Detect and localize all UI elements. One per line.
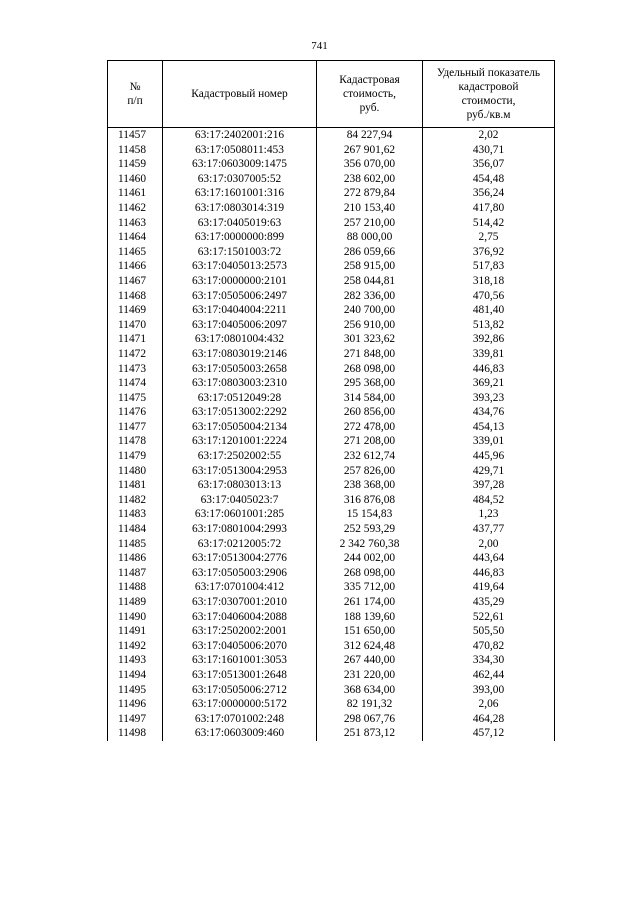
cell-specific-value: 464,28 (423, 712, 555, 727)
table-body (108, 128, 555, 741)
cell-specific-value: 2,00 (423, 537, 555, 552)
cell-cadastral-number: 63:17:0406004:2088 (163, 610, 317, 625)
cell-cadastral-number: 63:17:0513004:2776 (163, 551, 317, 566)
cell-specific-value: 437,77 (423, 522, 555, 537)
cell-specific-value: 446,83 (423, 362, 555, 377)
cell-cadastral-number: 63:17:1501003:72 (163, 245, 317, 260)
cell-cadastral-number: 63:17:0803014:319 (163, 201, 317, 216)
cell-cadastral-value: 268 098,00 (317, 566, 423, 581)
table-row (108, 493, 555, 508)
cell-cadastral-number: 63:17:0601001:285 (163, 507, 317, 522)
cell-cadastral-number: 63:17:0505006:2712 (163, 683, 317, 698)
table-row (108, 376, 555, 391)
cell-cadastral-value: 268 098,00 (317, 362, 423, 377)
cell-row-number: 11459 (108, 157, 163, 172)
cell-row-number: 11479 (108, 449, 163, 464)
cell-row-number: 11475 (108, 391, 163, 406)
cell-row-number: 11468 (108, 289, 163, 304)
cell-row-number: 11465 (108, 245, 163, 260)
cell-row-number: 11472 (108, 347, 163, 362)
cell-specific-value: 513,82 (423, 318, 555, 333)
cell-row-number: 11478 (108, 434, 163, 449)
table-row (108, 318, 555, 333)
cell-cadastral-value: 312 624,48 (317, 639, 423, 654)
table-row (108, 201, 555, 216)
cell-specific-value: 481,40 (423, 303, 555, 318)
table-row (108, 624, 555, 639)
cell-row-number: 11484 (108, 522, 163, 537)
cell-specific-value: 356,07 (423, 157, 555, 172)
table-row (108, 653, 555, 668)
cell-cadastral-value: 82 191,32 (317, 697, 423, 712)
cell-cadastral-number: 63:17:0803019:2146 (163, 347, 317, 362)
cell-cadastral-number: 63:17:2502002:55 (163, 449, 317, 464)
cadastral-value-table (107, 60, 555, 741)
table-row (108, 362, 555, 377)
cell-row-number: 11483 (108, 507, 163, 522)
cell-cadastral-value: 258 044,81 (317, 274, 423, 289)
cell-row-number: 11462 (108, 201, 163, 216)
cell-specific-value: 2,75 (423, 230, 555, 245)
cell-cadastral-number: 63:17:1201001:2224 (163, 434, 317, 449)
table-row (108, 420, 555, 435)
cell-specific-value: 397,28 (423, 478, 555, 493)
cell-row-number: 11476 (108, 405, 163, 420)
cell-cadastral-number: 63:17:0405006:2097 (163, 318, 317, 333)
table-row (108, 464, 555, 479)
cell-row-number: 11471 (108, 332, 163, 347)
cell-specific-value: 429,71 (423, 464, 555, 479)
cell-cadastral-value: 188 139,60 (317, 610, 423, 625)
cell-row-number: 11467 (108, 274, 163, 289)
cell-cadastral-value: 251 873,12 (317, 726, 423, 741)
cell-cadastral-number: 63:17:0508011:453 (163, 143, 317, 158)
cell-specific-value: 2,06 (423, 697, 555, 712)
cell-cadastral-value: 298 067,76 (317, 712, 423, 727)
cell-row-number: 11481 (108, 478, 163, 493)
cell-specific-value: 505,50 (423, 624, 555, 639)
cell-cadastral-number: 63:17:0505003:2658 (163, 362, 317, 377)
table-row (108, 172, 555, 187)
table-row (108, 712, 555, 727)
cell-cadastral-value: 15 154,83 (317, 507, 423, 522)
cell-cadastral-number: 63:17:1601001:3053 (163, 653, 317, 668)
cell-specific-value: 470,56 (423, 289, 555, 304)
cell-row-number: 11491 (108, 624, 163, 639)
table-row (108, 537, 555, 552)
cell-cadastral-number: 63:17:0803003:2310 (163, 376, 317, 391)
cell-cadastral-value: 261 174,00 (317, 595, 423, 610)
cell-specific-value: 484,52 (423, 493, 555, 508)
cell-cadastral-number: 63:17:0405013:2573 (163, 259, 317, 274)
table-row (108, 551, 555, 566)
cell-cadastral-value: 260 856,00 (317, 405, 423, 420)
cell-cadastral-number: 63:17:0505006:2497 (163, 289, 317, 304)
cell-cadastral-value: 316 876,08 (317, 493, 423, 508)
cell-specific-value: 376,92 (423, 245, 555, 260)
header-specific-value: Удельный показатель кадастровой стоимости, руб./кв.м (423, 61, 555, 128)
cell-specific-value: 2,02 (423, 128, 555, 143)
cell-cadastral-value: 272 478,00 (317, 420, 423, 435)
cell-row-number: 11490 (108, 610, 163, 625)
cell-specific-value: 369,21 (423, 376, 555, 391)
cell-cadastral-value: 151 650,00 (317, 624, 423, 639)
cell-cadastral-value: 267 440,00 (317, 653, 423, 668)
cell-row-number: 11457 (108, 128, 163, 143)
table-header (108, 61, 555, 128)
cell-cadastral-value: 238 368,00 (317, 478, 423, 493)
cell-specific-value: 443,64 (423, 551, 555, 566)
cell-cadastral-number: 63:17:0405023:7 (163, 493, 317, 508)
cell-row-number: 11486 (108, 551, 163, 566)
cell-row-number: 11495 (108, 683, 163, 698)
cell-specific-value: 392,86 (423, 332, 555, 347)
cell-cadastral-number: 63:17:0801004:2993 (163, 522, 317, 537)
cell-cadastral-value: 252 593,29 (317, 522, 423, 537)
cell-row-number: 11460 (108, 172, 163, 187)
cell-row-number: 11487 (108, 566, 163, 581)
cell-cadastral-number: 63:17:0307001:2010 (163, 595, 317, 610)
cell-row-number: 11480 (108, 464, 163, 479)
cell-specific-value: 393,00 (423, 683, 555, 698)
cell-specific-value: 446,83 (423, 566, 555, 581)
table-row (108, 449, 555, 464)
cell-row-number: 11498 (108, 726, 163, 741)
table-row (108, 332, 555, 347)
cell-cadastral-number: 63:17:0000000:899 (163, 230, 317, 245)
table-row (108, 566, 555, 581)
table-row (108, 128, 555, 143)
table-row (108, 595, 555, 610)
cell-cadastral-value: 2 342 760,38 (317, 537, 423, 552)
cell-cadastral-value: 282 336,00 (317, 289, 423, 304)
cell-row-number: 11494 (108, 668, 163, 683)
cell-cadastral-value: 301 323,62 (317, 332, 423, 347)
cell-specific-value: 522,61 (423, 610, 555, 625)
cell-cadastral-number: 63:17:0405019:63 (163, 216, 317, 231)
table-row (108, 259, 555, 274)
table-row (108, 230, 555, 245)
cell-specific-value: 339,01 (423, 434, 555, 449)
cell-row-number: 11474 (108, 376, 163, 391)
cell-cadastral-number: 63:17:0505004:2134 (163, 420, 317, 435)
table-row (108, 157, 555, 172)
cell-cadastral-value: 231 220,00 (317, 668, 423, 683)
table-row (108, 683, 555, 698)
cell-cadastral-number: 63:17:0513002:2292 (163, 405, 317, 420)
cell-cadastral-number: 63:17:0307005:52 (163, 172, 317, 187)
table-row (108, 216, 555, 231)
cell-specific-value: 356,24 (423, 186, 555, 201)
table-row (108, 478, 555, 493)
cell-cadastral-value: 210 153,40 (317, 201, 423, 216)
cell-cadastral-value: 244 002,00 (317, 551, 423, 566)
table-row (108, 580, 555, 595)
cell-row-number: 11492 (108, 639, 163, 654)
header-row-number: № п/п (108, 61, 163, 128)
cell-cadastral-number: 63:17:0603009:1475 (163, 157, 317, 172)
table-row (108, 274, 555, 289)
cell-cadastral-number: 63:17:0000000:2101 (163, 274, 317, 289)
cell-cadastral-number: 63:17:0803013:13 (163, 478, 317, 493)
table-row (108, 405, 555, 420)
cell-cadastral-value: 257 826,00 (317, 464, 423, 479)
cell-cadastral-value: 335 712,00 (317, 580, 423, 595)
cell-cadastral-number: 63:17:0603009:460 (163, 726, 317, 741)
cell-row-number: 11464 (108, 230, 163, 245)
cell-row-number: 11482 (108, 493, 163, 508)
cell-specific-value: 339,81 (423, 347, 555, 362)
cell-cadastral-value: 232 612,74 (317, 449, 423, 464)
cell-cadastral-number: 63:17:0212005:72 (163, 537, 317, 552)
table-row (108, 639, 555, 654)
cell-specific-value: 470,82 (423, 639, 555, 654)
table-row (108, 507, 555, 522)
cell-specific-value: 454,13 (423, 420, 555, 435)
cell-row-number: 11496 (108, 697, 163, 712)
cell-cadastral-number: 63:17:0801004:432 (163, 332, 317, 347)
cell-cadastral-value: 258 915,00 (317, 259, 423, 274)
cell-specific-value: 434,76 (423, 405, 555, 420)
cell-specific-value: 445,96 (423, 449, 555, 464)
cell-cadastral-number: 63:17:2402001:216 (163, 128, 317, 143)
table-row (108, 391, 555, 406)
cell-specific-value: 1,23 (423, 507, 555, 522)
table-row (108, 668, 555, 683)
cell-cadastral-number: 63:17:0512049:28 (163, 391, 317, 406)
cell-row-number: 11469 (108, 303, 163, 318)
cell-row-number: 11461 (108, 186, 163, 201)
cell-cadastral-value: 356 070,00 (317, 157, 423, 172)
table-row (108, 726, 555, 741)
table-row (108, 347, 555, 362)
cell-cadastral-number: 63:17:0000000:5172 (163, 697, 317, 712)
cell-specific-value: 393,23 (423, 391, 555, 406)
cell-row-number: 11458 (108, 143, 163, 158)
cell-specific-value: 419,64 (423, 580, 555, 595)
cell-cadastral-number: 63:17:0505003:2906 (163, 566, 317, 581)
cell-specific-value: 462,44 (423, 668, 555, 683)
cell-cadastral-number: 63:17:0404004:2211 (163, 303, 317, 318)
cell-row-number: 11477 (108, 420, 163, 435)
cell-cadastral-value: 314 584,00 (317, 391, 423, 406)
header-cadastral-number: Кадастровый номер (163, 61, 317, 128)
cell-cadastral-value: 295 368,00 (317, 376, 423, 391)
cell-cadastral-value: 271 848,00 (317, 347, 423, 362)
cell-cadastral-number: 63:17:0405006:2070 (163, 639, 317, 654)
table-row (108, 434, 555, 449)
cell-cadastral-value: 256 910,00 (317, 318, 423, 333)
cell-cadastral-value: 267 901,62 (317, 143, 423, 158)
cell-row-number: 11485 (108, 537, 163, 552)
cell-row-number: 11470 (108, 318, 163, 333)
cell-cadastral-value: 240 700,00 (317, 303, 423, 318)
header-cadastral-value: Кадастровая стоимость, руб. (317, 61, 423, 128)
table-row (108, 245, 555, 260)
cell-row-number: 11488 (108, 580, 163, 595)
table-row (108, 610, 555, 625)
cell-cadastral-number: 63:17:0513001:2648 (163, 668, 317, 683)
cell-row-number: 11463 (108, 216, 163, 231)
cell-cadastral-value: 368 634,00 (317, 683, 423, 698)
cell-cadastral-value: 286 059,66 (317, 245, 423, 260)
table-row (108, 697, 555, 712)
cell-cadastral-number: 63:17:0701002:248 (163, 712, 317, 727)
cell-cadastral-number: 63:17:1601001:316 (163, 186, 317, 201)
cell-specific-value: 435,29 (423, 595, 555, 610)
cell-cadastral-number: 63:17:0701004:412 (163, 580, 317, 595)
cell-row-number: 11497 (108, 712, 163, 727)
table-row (108, 522, 555, 537)
cell-cadastral-value: 88 000,00 (317, 230, 423, 245)
cell-specific-value: 430,71 (423, 143, 555, 158)
cell-specific-value: 318,18 (423, 274, 555, 289)
cell-row-number: 11489 (108, 595, 163, 610)
table-row (108, 289, 555, 304)
cell-specific-value: 417,80 (423, 201, 555, 216)
table-row (108, 186, 555, 201)
cell-specific-value: 514,42 (423, 216, 555, 231)
cell-specific-value: 517,83 (423, 259, 555, 274)
cell-cadastral-value: 238 602,00 (317, 172, 423, 187)
cell-specific-value: 457,12 (423, 726, 555, 741)
cell-row-number: 11466 (108, 259, 163, 274)
cell-cadastral-value: 84 227,94 (317, 128, 423, 143)
page-number: 741 (311, 40, 328, 52)
cell-cadastral-number: 63:17:0513004:2953 (163, 464, 317, 479)
table-row (108, 303, 555, 318)
cell-cadastral-value: 257 210,00 (317, 216, 423, 231)
cell-specific-value: 454,48 (423, 172, 555, 187)
cell-cadastral-value: 272 879,84 (317, 186, 423, 201)
cell-row-number: 11493 (108, 653, 163, 668)
cell-cadastral-value: 271 208,00 (317, 434, 423, 449)
cell-row-number: 11473 (108, 362, 163, 377)
table-row (108, 143, 555, 158)
cell-cadastral-number: 63:17:2502002:2001 (163, 624, 317, 639)
cell-specific-value: 334,30 (423, 653, 555, 668)
